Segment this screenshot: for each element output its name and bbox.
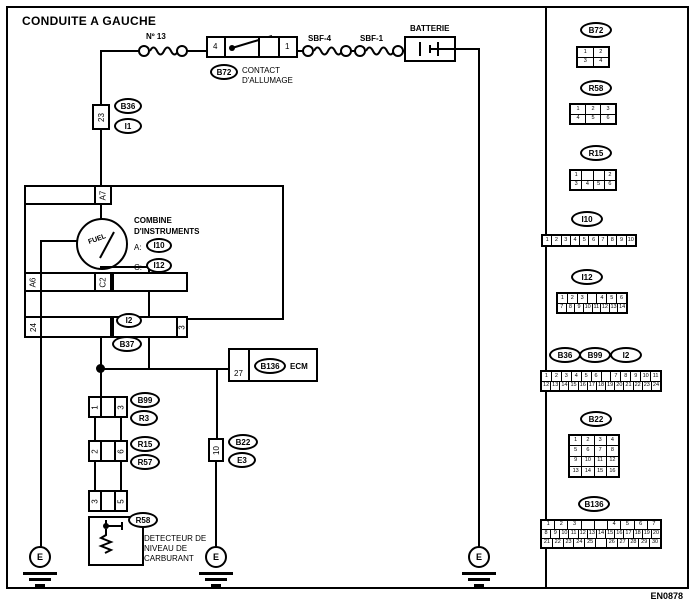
pin-cell-5: 5: [582, 372, 592, 381]
ignition-switch-label-line1: CONTACT: [242, 66, 281, 75]
fuel-gauge-text: FUEL: [87, 233, 107, 246]
pin-cell-6: 6: [592, 372, 602, 381]
pin-cell-2: 2: [552, 372, 562, 381]
pin-cell-17: 17: [624, 530, 633, 538]
wire-a6-to-24: [40, 292, 42, 316]
pin-cell-1: 1: [543, 236, 552, 245]
pin-cell-1: 1: [542, 521, 555, 529]
pin-cell-13: 13: [551, 382, 560, 391]
pin-cell-blank: [596, 539, 607, 547]
pin-cell-3: 3: [568, 521, 581, 529]
pin-cell-7: 7: [599, 236, 608, 245]
pin-cell-4: 4: [608, 521, 621, 529]
wire-c2-to-3: [148, 292, 150, 316]
pin-cell-14: 14: [619, 304, 626, 310]
pin-cell-3: 3: [606, 105, 610, 112]
sbf4-label: SBF-4: [308, 34, 332, 43]
pin-3-label: 3: [177, 324, 187, 330]
cluster-pin-c2: [94, 272, 112, 292]
pin-cell-3: 3: [578, 294, 588, 303]
ground-symbol-middle-e: E: [205, 546, 227, 568]
wire-ecm-branch-to-b22: [216, 368, 218, 438]
fuse-no13-label: Nº 13: [146, 32, 166, 41]
pin-cell-2: 2: [608, 171, 612, 178]
pin-cell-3: 3: [595, 436, 607, 445]
pin-cell-16: 16: [609, 467, 616, 474]
pin-cell-17: 17: [588, 382, 597, 391]
connector-r15-pin2: [88, 440, 102, 462]
ground-bar-1: [199, 572, 233, 575]
pin-cell-6: 6: [589, 236, 598, 245]
pin-cell-22: 22: [634, 382, 643, 391]
pin-cell-3: 3: [571, 181, 582, 190]
pin-cell-19: 19: [643, 530, 652, 538]
connector-header-b72: B72: [580, 22, 612, 38]
pin-cell-13: 13: [588, 530, 597, 538]
wire-b99-to-r15-b: [120, 418, 122, 440]
ref-r3: R3: [130, 410, 158, 426]
b99-pin1-label: 1: [90, 404, 100, 410]
ignition-switch-label-line2: D'ALLUMAGE: [242, 76, 293, 85]
pin-cell-18: 18: [634, 530, 643, 538]
pin-cell-6: 6: [635, 521, 648, 529]
pin-cell-4: 4: [571, 236, 580, 245]
pin-cell-blank: [594, 171, 605, 180]
r15-pin2-label: 2: [90, 448, 100, 454]
pin-cell-20: 20: [652, 530, 660, 537]
panel-divider: [545, 8, 547, 587]
ground-symbol-right-e: E: [468, 546, 490, 568]
pin-cell-6: 6: [620, 294, 624, 301]
sbf1-label: SBF-1: [360, 34, 384, 43]
ref-b37: B37: [112, 336, 142, 352]
pin-cell-8: 8: [567, 304, 576, 313]
ground-bar-1: [462, 572, 496, 575]
pin-cell-14: 14: [560, 382, 569, 391]
pin-cell-15: 15: [595, 467, 607, 476]
ref-i2: I2: [116, 313, 142, 328]
connector-header-b136: B136: [578, 496, 610, 512]
pin-cell-1: 1: [571, 105, 586, 114]
wire-battery-right: [430, 48, 480, 50]
pin-cell-12: 12: [542, 382, 551, 391]
pin-24-label: 24: [28, 322, 38, 332]
pin-cell-1: 1: [571, 171, 582, 180]
ignition-switch-ref-b72: B72: [210, 64, 238, 80]
wire-left-ground-run: [40, 338, 42, 548]
page-title: CONDUITE A GAUCHE: [22, 14, 157, 28]
battery-label: BATTERIE: [410, 24, 450, 33]
connector-pinout-b72: [576, 46, 610, 68]
connector-header-b99: B99: [579, 347, 611, 363]
pin-cell-1: 1: [570, 436, 582, 445]
wire-to-ecm: [100, 368, 230, 370]
connector-r58-pin5: [114, 490, 128, 512]
pin-cell-3: 3: [562, 372, 572, 381]
pin-cell-10: 10: [627, 236, 634, 243]
ecm-ref-b136: B136: [254, 358, 286, 374]
pin-cell-22: 22: [553, 539, 564, 547]
wire-r15-to-r58-a: [94, 462, 96, 490]
pin-cell-4: 4: [610, 436, 614, 443]
connector-header-r58: R58: [580, 80, 612, 96]
pin-cell-1: 1: [542, 372, 552, 381]
connector-b99-pin1: [88, 396, 102, 418]
pin-cell-1: 1: [558, 294, 568, 303]
pin-cell-28: 28: [629, 539, 640, 547]
fuel-gauge-needle: [76, 218, 124, 266]
cluster-ref-i12: I12: [146, 258, 172, 273]
cluster-ref-i10: I10: [146, 238, 172, 253]
cluster-terminal-c2-box: [112, 272, 188, 292]
pin-cell-15: 15: [569, 382, 578, 391]
pin-cell-16: 16: [615, 530, 624, 538]
ground-bar-1: [23, 572, 57, 575]
wire-sbf1-to-battery: [402, 50, 406, 52]
pin-cell-2: 2: [568, 294, 578, 303]
pin-cell-30: 30: [651, 539, 659, 546]
sbf1-coil: [366, 43, 394, 59]
ground-bar-2: [205, 578, 227, 581]
cluster-pin-a6: [24, 272, 42, 292]
pin-cell-14: 14: [582, 467, 594, 476]
pin-cell-3: 3: [562, 236, 571, 245]
r15-pin6-label: 6: [116, 448, 126, 454]
pin-cell-12: 12: [601, 304, 608, 310]
connector-header-b22: B22: [580, 411, 612, 427]
wire-junction-to-b99: [100, 368, 102, 396]
ignition-switch-pin4: 4: [213, 42, 218, 51]
pin-cell-12: 12: [579, 530, 588, 538]
fuse-no13-coil: [150, 43, 178, 59]
pin-cell-4: 4: [597, 294, 607, 303]
ref-e3: E3: [228, 452, 256, 468]
pin-cell-11: 11: [593, 304, 600, 310]
pin-cell-blank: [582, 171, 593, 180]
wire-fuse-to-switch: [186, 50, 208, 52]
cluster-pin-a7-label: A7: [98, 190, 108, 200]
pin-cell-11: 11: [652, 372, 659, 379]
fuel-sender-label-line2: NIVEAU DE: [144, 544, 188, 553]
wire-top-left: [100, 50, 140, 52]
pin-cell-5: 5: [594, 181, 605, 190]
pin-cell-8: 8: [608, 236, 617, 245]
cluster-label-line1: COMBINE: [134, 216, 172, 225]
pin-cell-11: 11: [595, 457, 607, 466]
cluster-pin-a7: [94, 185, 112, 205]
fuel-sender-label-line3: CARBURANT: [144, 554, 194, 563]
pin-cell-5: 5: [621, 521, 634, 529]
wire-b99-to-r15-a: [94, 418, 96, 440]
cluster-pin-a6-label: A6: [28, 277, 38, 287]
cluster-a-label: A:: [134, 243, 142, 252]
pin-cell-1: 1: [578, 48, 594, 57]
wire-battery-ground-drop: [478, 48, 480, 548]
pin-cell-19: 19: [606, 382, 615, 391]
sbf4-coil: [314, 43, 342, 59]
pin-cell-2: 2: [555, 521, 568, 529]
pin-cell-5: 5: [607, 294, 617, 303]
connector-pinout-b22: [568, 434, 620, 478]
connector-header-r15: R15: [580, 145, 612, 161]
pin-cell-2: 2: [599, 48, 603, 55]
pin-cell-3: 3: [578, 58, 594, 67]
pin-cell-blank: [602, 372, 612, 381]
pin-cell-blank: [588, 294, 598, 303]
b99-pin3-label: 3: [116, 404, 126, 410]
ground-bar-2: [29, 578, 51, 581]
pin-cell-21: 21: [542, 539, 553, 547]
connector-pinout-r58: [569, 103, 617, 125]
ref-b22: B22: [228, 434, 258, 450]
connector-header-b36: B36: [549, 347, 581, 363]
pin-cell-8: 8: [610, 447, 614, 454]
pin-cell-26: 26: [607, 539, 618, 547]
pin-cell-4: 4: [582, 181, 593, 190]
pin-cell-23: 23: [564, 539, 575, 547]
connector-r15-pin6: [114, 440, 128, 462]
pin-cell-7: 7: [652, 521, 656, 528]
connector-r58-pin3: [88, 490, 102, 512]
cluster-c-label: C:: [134, 263, 142, 272]
connector-pin-24: [24, 316, 42, 338]
b22-pin-label: 10: [211, 445, 221, 455]
b36-pin-number: 23: [96, 112, 106, 122]
pin-cell-10: 10: [560, 530, 569, 538]
wire-gauge-left: [40, 240, 78, 242]
pin-cell-5: 5: [570, 446, 582, 455]
ground-bar-3: [474, 584, 484, 587]
fuel-sender-label-line1: DETECTEUR DE: [144, 534, 207, 543]
ignition-switch-pin1: 1: [285, 42, 290, 51]
pin-cell-25: 25: [585, 539, 596, 547]
pin-cell-11: 11: [569, 530, 578, 538]
ecm-label: ECM: [290, 362, 308, 371]
wire-switch-to-sbf4: [296, 50, 304, 52]
connector-b22-pin10: [208, 438, 224, 462]
pin-cell-14: 14: [597, 530, 606, 538]
pin-cell-8: 8: [542, 530, 551, 538]
connector-header-i10: I10: [571, 211, 603, 227]
connector-b99-pin3: [114, 396, 128, 418]
cluster-pin-c2-label: C2: [98, 276, 108, 288]
connector-b36-pin23: [92, 104, 110, 130]
ground-bar-3: [211, 584, 221, 587]
pin-cell-9: 9: [631, 372, 641, 381]
pin-cell-7: 7: [558, 304, 567, 313]
pin-cell-24: 24: [574, 539, 585, 547]
pin-cell-5: 5: [586, 115, 601, 124]
ground-bar-2: [468, 578, 490, 581]
pin-cell-20: 20: [615, 382, 624, 391]
connector-pinout-r15: [569, 169, 617, 191]
pin-cell-10: 10: [584, 304, 591, 310]
pin-cell-6: 6: [582, 446, 594, 455]
ref-b36: B36: [114, 98, 142, 114]
ecm-pin-27: 27: [234, 369, 243, 378]
pin-cell-4: 4: [571, 115, 586, 124]
pin-cell-blank: [582, 521, 595, 529]
pin-cell-9: 9: [575, 304, 584, 313]
pin-cell-2: 2: [552, 236, 561, 245]
pin-cell-4: 4: [572, 372, 582, 381]
pin-cell-23: 23: [643, 382, 652, 391]
connector-pinout-i10: [541, 234, 637, 247]
pin-cell-16: 16: [579, 382, 588, 391]
ref-i1: I1: [114, 118, 142, 134]
connector-header-i12: I12: [571, 269, 603, 285]
pin-cell-6: 6: [608, 181, 612, 187]
wire-b22-to-ground: [215, 462, 217, 548]
pin-cell-7: 7: [611, 372, 621, 381]
pin-cell-29: 29: [639, 539, 650, 547]
pin-cell-4: 4: [599, 58, 603, 64]
connector-pinout-b36-b99-i2: [540, 370, 662, 392]
pin-cell-27: 27: [618, 539, 629, 547]
pin-cell-2: 2: [582, 436, 594, 445]
wire-3-drop: [148, 338, 150, 370]
wire-gauge-to-a6: [40, 240, 42, 272]
pin-cell-10: 10: [641, 372, 651, 381]
pin-cell-blank: [595, 521, 608, 529]
pin-cell-13: 13: [570, 467, 582, 476]
ref-r15: R15: [130, 436, 160, 452]
connector-pinout-i12: [556, 292, 628, 314]
pin-cell-15: 15: [606, 530, 615, 538]
wire-a7-to-gauge: [100, 205, 102, 219]
wire-sbf4-to-sbf1: [350, 50, 356, 52]
ground-symbol-left-e: E: [29, 546, 51, 568]
pin-cell-21: 21: [624, 382, 633, 391]
pin-cell-9: 9: [551, 530, 560, 538]
pin-cell-18: 18: [597, 382, 606, 391]
ground-bar-3: [35, 584, 45, 587]
connector-pin-3: [176, 316, 188, 338]
pin-cell-10: 10: [582, 457, 594, 466]
pin-cell-5: 5: [580, 236, 589, 245]
r58-pin5-label: 5: [116, 498, 126, 504]
connector-header-i2: I2: [610, 347, 642, 363]
pin-cell-24: 24: [652, 382, 660, 388]
pin-cell-7: 7: [595, 446, 607, 455]
pin-cell-9: 9: [617, 236, 626, 245]
r58-pin3-label: 3: [90, 498, 100, 504]
wire-r15-to-r58-b: [120, 462, 122, 490]
pin-cell-13: 13: [610, 304, 617, 310]
pin-cell-6: 6: [606, 115, 610, 121]
cluster-label-line2: D'INSTRUMENTS: [134, 227, 200, 236]
diagram-code: EN0878: [650, 591, 683, 601]
pin-cell-8: 8: [621, 372, 631, 381]
pin-cell-2: 2: [586, 105, 601, 114]
connector-pinout-b136: [540, 519, 662, 549]
ignition-switch-contact-cell: [258, 36, 280, 58]
ref-r57: R57: [130, 454, 160, 470]
ref-b99: B99: [130, 392, 160, 408]
ref-r58: R58: [128, 512, 158, 528]
pin-cell-9: 9: [570, 457, 582, 466]
pin-cell-12: 12: [609, 457, 616, 464]
